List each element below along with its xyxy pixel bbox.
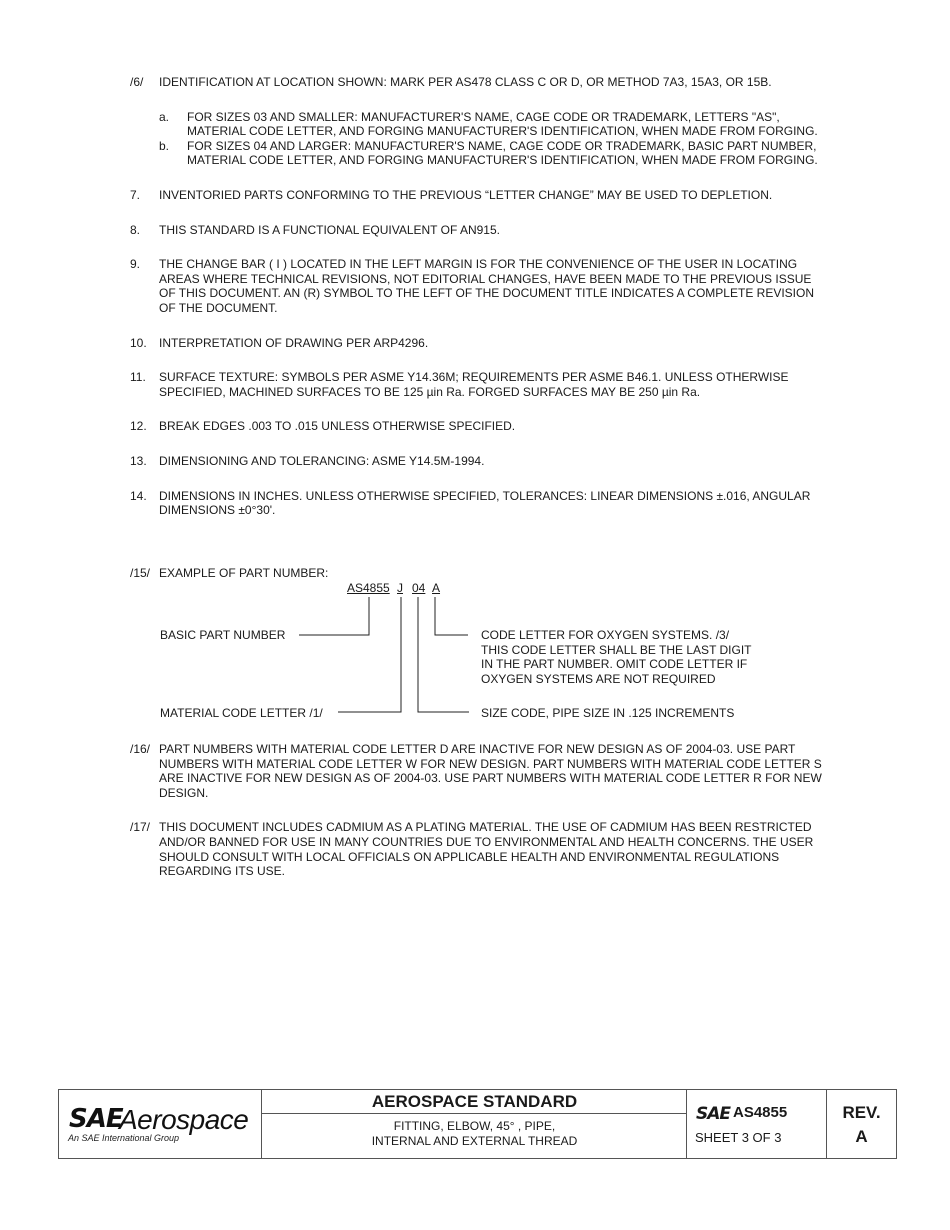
note-6-subitems	[159, 110, 830, 168]
note-number: /17/	[130, 820, 151, 835]
label-code-line4: OXYGEN SYSTEMS ARE NOT REQUIRED	[481, 671, 716, 686]
revision-value: A	[855, 1127, 868, 1146]
note-6	[130, 75, 830, 168]
sae-aerospace-logo	[59, 1090, 262, 1158]
document-title	[262, 1119, 687, 1149]
note-number: 14.	[130, 488, 147, 503]
subitem-text: FOR SIZES 04 AND LARGER: MANUFACTURER'S NAME, CAGE CODE OR TRADEMARK, BASIC PART NUMBER, MATERIAL CODE LETTER, AND FORGING MANUFACTURER'S IDENTIFICATION, WHEN MADE FROM FORGING.	[187, 138, 818, 168]
revision-label: REV.	[842, 1103, 881, 1122]
note-text: SURFACE TEXTURE: SYMBOLS PER ASME Y14.36M; REQUIREMENTS PER ASME B46.1. UNLESS OTHERWISE SPECIFIED, MACHINED SURFACES TO BE 125 µin Ra. FORGED SURFACES MAY BE 250 µin Ra.	[159, 370, 789, 399]
note-number: 11.	[130, 370, 146, 385]
subitem-letter: a.	[159, 109, 170, 124]
note-text: BREAK EDGES .003 TO .015 UNLESS OTHERWISE SPECIFIED.	[159, 419, 516, 434]
title-line-2: INTERNAL AND EXTERNAL THREAD	[371, 1134, 578, 1148]
note-12	[130, 419, 830, 434]
standard-heading: AEROSPACE STANDARD	[262, 1090, 687, 1114]
pn-basic: AS4855	[347, 581, 390, 595]
logo-tagline: An SAE International Group	[68, 1133, 180, 1143]
note-text: IDENTIFICATION AT LOCATION SHOWN: MARK PER AS478 CLASS C OR D, OR METHOD 7A3, 15A3, OR 15B.	[159, 75, 772, 89]
code-leader-line	[435, 597, 468, 635]
note-number: 7.	[130, 187, 141, 202]
notes-section	[130, 75, 830, 538]
part-example-heading: EXAMPLE OF PART NUMBER:	[159, 566, 329, 580]
note-text: THIS STANDARD IS A FUNCTIONAL EQUIVALENT OF AN915.	[159, 222, 500, 237]
note-number: 10.	[130, 335, 147, 350]
note-text: INVENTORIED PARTS CONFORMING TO THE PREVIOUS “LETTER CHANGE” MAY BE USED TO DEPLETION.	[159, 187, 773, 202]
title-block	[58, 1089, 897, 1159]
pn-material-letter: J	[397, 581, 403, 595]
size-leader-line	[418, 597, 469, 712]
note-text: DIMENSIONING AND TOLERANCING: ASME Y14.5M-1994.	[159, 453, 485, 468]
note-13	[130, 454, 830, 469]
label-size-code: SIZE CODE, PIPE SIZE IN .125 INCREMENTS	[481, 706, 735, 720]
note-11	[130, 370, 830, 399]
label-code-line1: CODE LETTER FOR OXYGEN SYSTEMS. /3/	[481, 628, 730, 642]
note-number: /15/	[130, 566, 151, 580]
document-number-cell	[687, 1090, 827, 1158]
note-8	[130, 223, 830, 238]
sae-small-logo: SAE	[696, 1104, 731, 1124]
note-text: DIMENSIONS IN INCHES. UNLESS OTHERWISE SPECIFIED, TOLERANCES: LINEAR DIMENSIONS ±.016, ANGULAR DIMENSIONS ±0°30'.	[159, 488, 811, 518]
note-number: 8.	[130, 222, 141, 237]
sae-logo-mark: SAE	[69, 1104, 123, 1134]
note-number: /6/	[130, 75, 144, 89]
sheet-number: SHEET 3 OF 3	[695, 1130, 782, 1145]
note-14	[130, 489, 830, 518]
note-7	[130, 188, 830, 203]
note-number: 9.	[130, 257, 141, 272]
note-text: PART NUMBERS WITH MATERIAL CODE LETTER D ARE INACTIVE FOR NEW DESIGN AS OF 2004-03. USE PART NUMBERS WITH MATERIAL CODE LETTER W FOR NEW DESIGN. PART NUMBERS WITH MATERIAL CODE LETTER S ARE INACTIVE FOR NEW DESIGN AS OF 2004-03. USE PART NUMBERS WITH MATERIAL CODE LETTER R FOR NEW DESIGN.	[159, 742, 822, 800]
title-line-1: FITTING, ELBOW, 45° , PIPE,	[393, 1119, 556, 1133]
subitem-letter: b.	[159, 138, 170, 153]
note-number: /16/	[130, 742, 151, 756]
standard-title-cell	[262, 1090, 687, 1158]
label-code-line3: IN THE PART NUMBER. OMIT CODE LETTER IF	[481, 657, 748, 671]
note-6a	[159, 110, 830, 139]
note-16	[130, 742, 830, 800]
label-code-line2: THIS CODE LETTER SHALL BE THE LAST DIGIT	[481, 642, 752, 657]
note-text: INTERPRETATION OF DRAWING PER ARP4296.	[159, 335, 429, 350]
note-17	[130, 820, 830, 878]
label-basic-part: BASIC PART NUMBER	[160, 628, 286, 642]
revision-cell	[827, 1090, 896, 1158]
note-9	[130, 257, 830, 315]
pn-size: 04	[412, 581, 426, 595]
document-number: AS4855	[733, 1104, 788, 1121]
note-number: 12.	[130, 419, 147, 434]
notes-section-continued	[130, 742, 830, 899]
basic-leader-line	[299, 597, 369, 635]
aerospace-wordmark: Aerospace	[119, 1104, 249, 1135]
note-text: THIS DOCUMENT INCLUDES CADMIUM AS A PLATING MATERIAL. THE USE OF CADMIUM HAS BEEN RESTRICTED AND/OR BANNED FOR USE IN MANY COUNTRIES DUE TO ENVIRONMENTAL AND HEALTH CONCERNS. THE USER SHOULD CONSULT WITH LOCAL OFFICIALS ON APPLICABLE HEALTH AND ENVIRONMENTAL REGULATIONS REGARDING ITS USE.	[159, 820, 814, 879]
note-10	[130, 336, 830, 351]
note-text: THE CHANGE BAR ( I ) LOCATED IN THE LEFT MARGIN IS FOR THE CONVENIENCE OF THE USER IN LOCATING AREAS WHERE TECHNICAL REVISIONS, NOT EDITORIAL CHANGES, HAVE BEEN MADE TO THE PREVIOUS ISSUE OF THIS DOCUMENT. AN (R) SYMBOL TO THE LEFT OF THE DOCUMENT TITLE INDICATES A COMPLETE REVISION OF THE DOCUMENT.	[159, 257, 814, 315]
label-material-code: MATERIAL CODE LETTER /1/	[160, 706, 323, 720]
note-number: 13.	[130, 453, 147, 468]
pn-code-letter: A	[432, 581, 441, 595]
part-number-example	[130, 566, 850, 736]
note-6b	[159, 139, 830, 168]
subitem-text: FOR SIZES 03 AND SMALLER: MANUFACTURER'S NAME, CAGE CODE OR TRADEMARK, LETTERS "AS", MATERIAL CODE LETTER, AND FORGING MANUFACTURER'S IDENTIFICATION, WHEN MADE FROM FORGING.	[187, 109, 818, 139]
